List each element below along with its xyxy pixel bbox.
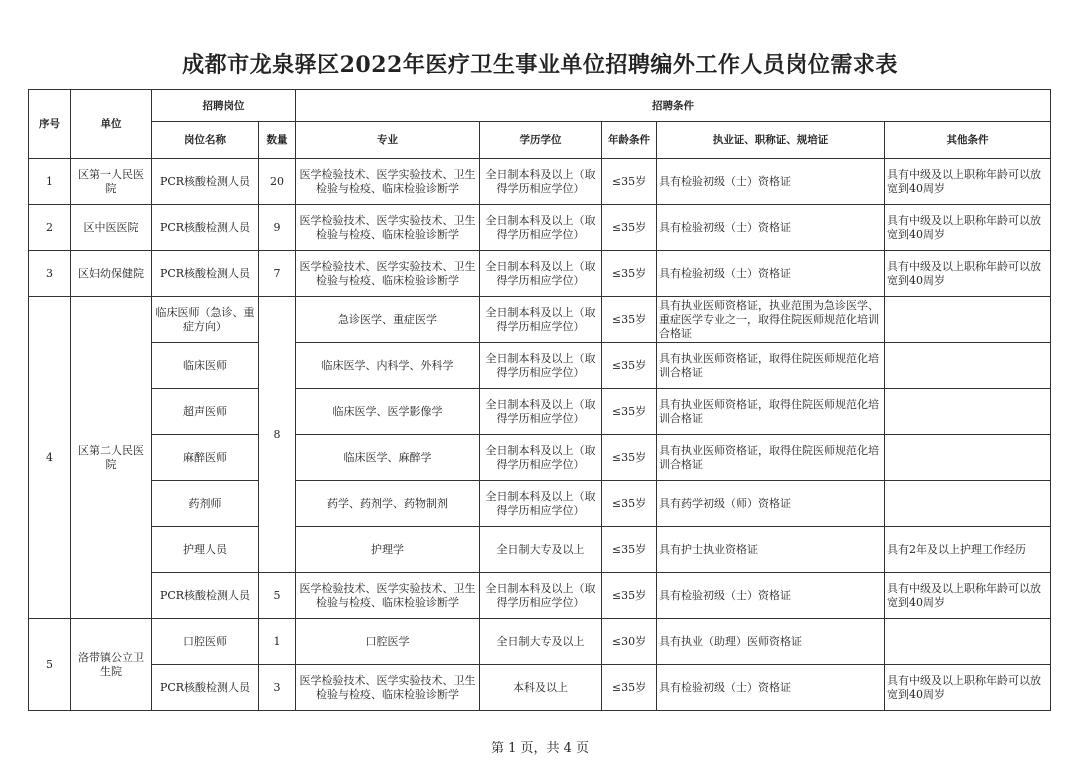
age-requirement: ≤35岁	[602, 435, 657, 481]
position-name: 口腔医师	[152, 619, 259, 665]
row-number: 1	[29, 159, 71, 205]
table-row	[29, 251, 1051, 297]
age-requirement: ≤35岁	[602, 159, 657, 205]
table-row	[29, 527, 1051, 573]
education: 全日制大专及以上	[480, 527, 602, 573]
header-certificate: 执业证、职称证、规培证	[657, 122, 885, 159]
position-name: 护理人员	[152, 527, 259, 573]
age-requirement: ≤35岁	[602, 205, 657, 251]
other-requirement	[885, 297, 1051, 343]
position-count: 20	[259, 159, 296, 205]
row-number: 3	[29, 251, 71, 297]
certificate-requirement: 具有护士执业资格证	[657, 527, 885, 573]
position-name: 药剂师	[152, 481, 259, 527]
certificate-requirement: 具有执业医师资格证，取得住院医师规范化培训合格证	[657, 343, 885, 389]
other-requirement	[885, 435, 1051, 481]
age-requirement: ≤35岁	[602, 251, 657, 297]
education: 全日制本科及以上（取得学历相应学位）	[480, 343, 602, 389]
age-requirement: ≤35岁	[602, 389, 657, 435]
position-count: 8	[259, 297, 296, 573]
other-requirement	[885, 389, 1051, 435]
unit-name: 洛带镇公立卫生院	[71, 619, 152, 711]
table-row	[29, 297, 1051, 343]
certificate-requirement: 具有执业（助理）医师资格证	[657, 619, 885, 665]
header-age: 年龄条件	[602, 122, 657, 159]
table-row	[29, 435, 1051, 481]
education: 全日制本科及以上（取得学历相应学位）	[480, 297, 602, 343]
education: 全日制本科及以上（取得学历相应学位）	[480, 205, 602, 251]
other-requirement: 具有中级及以上职称年龄可以放宽到40周岁	[885, 665, 1051, 711]
major: 医学检验技术、医学实验技术、卫生检验与检疫、临床检验诊断学	[296, 159, 480, 205]
age-requirement: ≤35岁	[602, 573, 657, 619]
education: 全日制本科及以上（取得学历相应学位）	[480, 481, 602, 527]
certificate-requirement: 具有检验初级（士）资格证	[657, 251, 885, 297]
position-count: 1	[259, 619, 296, 665]
certificate-requirement: 具有检验初级（士）资格证	[657, 665, 885, 711]
education: 全日制本科及以上（取得学历相应学位）	[480, 389, 602, 435]
position-name: PCR核酸检测人员	[152, 205, 259, 251]
header-other: 其他条件	[885, 122, 1051, 159]
unit-name: 区第二人民医院	[71, 297, 152, 619]
table-row	[29, 205, 1051, 251]
education: 本科及以上	[480, 665, 602, 711]
other-requirement: 具有2年及以上护理工作经历	[885, 527, 1051, 573]
major: 医学检验技术、医学实验技术、卫生检验与检疫、临床检验诊断学	[296, 665, 480, 711]
row-number: 5	[29, 619, 71, 711]
position-count: 7	[259, 251, 296, 297]
position-name: 临床医师	[152, 343, 259, 389]
table-row	[29, 159, 1051, 205]
education: 全日制本科及以上（取得学历相应学位）	[480, 159, 602, 205]
other-requirement: 具有中级及以上职称年龄可以放宽到40周岁	[885, 251, 1051, 297]
row-number: 2	[29, 205, 71, 251]
major: 临床医学、麻醉学	[296, 435, 480, 481]
unit-name: 区妇幼保健院	[71, 251, 152, 297]
header-major: 专业	[296, 122, 480, 159]
education: 全日制大专及以上	[480, 619, 602, 665]
header-positions-group: 招聘岗位	[152, 90, 296, 122]
education: 全日制本科及以上（取得学历相应学位）	[480, 573, 602, 619]
age-requirement: ≤35岁	[602, 481, 657, 527]
major: 医学检验技术、医学实验技术、卫生检验与检疫、临床检验诊断学	[296, 251, 480, 297]
header-conditions-group: 招聘条件	[296, 90, 1051, 122]
certificate-requirement: 具有检验初级（士）资格证	[657, 573, 885, 619]
certificate-requirement: 具有执业医师资格证，执业范围为急诊医学、重症医学专业之一，取得住院医师规范化培训合格证	[657, 297, 885, 343]
position-count: 5	[259, 573, 296, 619]
major: 口腔医学	[296, 619, 480, 665]
major: 临床医学、医学影像学	[296, 389, 480, 435]
certificate-requirement: 具有药学初级（师）资格证	[657, 481, 885, 527]
major: 药学、药剂学、药物制剂	[296, 481, 480, 527]
position-name: PCR核酸检测人员	[152, 665, 259, 711]
page-footer: 第 1 页，共 4 页	[490, 741, 590, 756]
certificate-requirement: 具有检验初级（士）资格证	[657, 159, 885, 205]
unit-name: 区中医医院	[71, 205, 152, 251]
other-requirement	[885, 481, 1051, 527]
education: 全日制本科及以上（取得学历相应学位）	[480, 251, 602, 297]
certificate-requirement: 具有检验初级（士）资格证	[657, 205, 885, 251]
major: 护理学	[296, 527, 480, 573]
major: 急诊医学、重症医学	[296, 297, 480, 343]
table-row	[29, 389, 1051, 435]
major: 医学检验技术、医学实验技术、卫生检验与检疫、临床检验诊断学	[296, 573, 480, 619]
age-requirement: ≤35岁	[602, 665, 657, 711]
table-row	[29, 343, 1051, 389]
other-requirement: 具有中级及以上职称年龄可以放宽到40周岁	[885, 205, 1051, 251]
recruitment-table	[28, 89, 1051, 711]
header-unit: 单位	[71, 90, 152, 159]
age-requirement: ≤35岁	[602, 297, 657, 343]
header-position-name: 岗位名称	[152, 122, 259, 159]
unit-name: 区第一人民医院	[71, 159, 152, 205]
position-name: 临床医师（急诊、重症方向）	[152, 297, 259, 343]
position-name: PCR核酸检测人员	[152, 159, 259, 205]
position-name: 麻醉医师	[152, 435, 259, 481]
row-number: 4	[29, 297, 71, 619]
table-row	[29, 573, 1051, 619]
header-education: 学历学位	[480, 122, 602, 159]
header-count: 数量	[259, 122, 296, 159]
position-name: 超声医师	[152, 389, 259, 435]
age-requirement: ≤35岁	[602, 343, 657, 389]
position-name: PCR核酸检测人员	[152, 573, 259, 619]
table-row	[29, 619, 1051, 665]
age-requirement: ≤30岁	[602, 619, 657, 665]
age-requirement: ≤35岁	[602, 527, 657, 573]
header-no: 序号	[29, 90, 71, 159]
other-requirement	[885, 619, 1051, 665]
other-requirement	[885, 343, 1051, 389]
certificate-requirement: 具有执业医师资格证，取得住院医师规范化培训合格证	[657, 435, 885, 481]
other-requirement: 具有中级及以上职称年龄可以放宽到40周岁	[885, 159, 1051, 205]
position-count: 3	[259, 665, 296, 711]
table-row	[29, 665, 1051, 711]
education: 全日制本科及以上（取得学历相应学位）	[480, 435, 602, 481]
page-title: 成都市龙泉驿区2022年医疗卫生事业单位招聘编外工作人员岗位需求表	[182, 52, 898, 78]
position-name: PCR核酸检测人员	[152, 251, 259, 297]
other-requirement: 具有中级及以上职称年龄可以放宽到40周岁	[885, 573, 1051, 619]
position-count: 9	[259, 205, 296, 251]
major: 医学检验技术、医学实验技术、卫生检验与检疫、临床检验诊断学	[296, 205, 480, 251]
major: 临床医学、内科学、外科学	[296, 343, 480, 389]
table-row	[29, 481, 1051, 527]
certificate-requirement: 具有执业医师资格证，取得住院医师规范化培训合格证	[657, 389, 885, 435]
